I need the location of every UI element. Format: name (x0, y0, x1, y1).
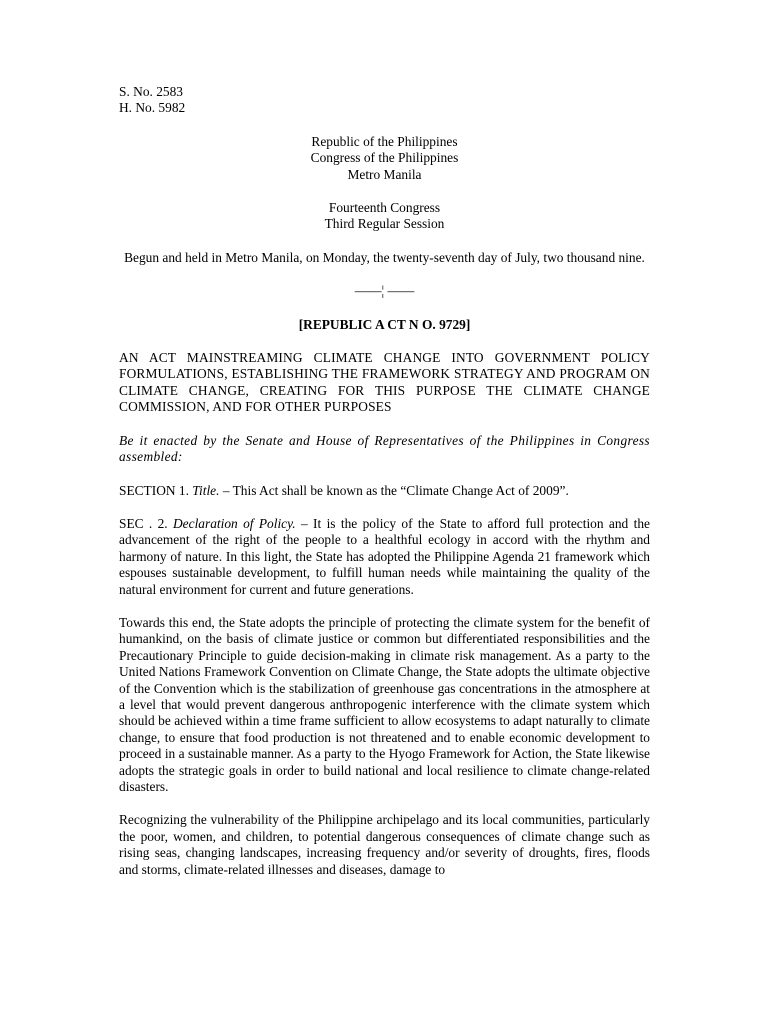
issuer-location: Metro Manila (347, 166, 422, 182)
section-1-heading: Title. (192, 482, 220, 498)
section-2 (119, 516, 650, 598)
enacting-clause: Be it enacted by the Senate and House of Representatives of the Philippines in Congress assembled: (119, 432, 650, 465)
section-2-prefix: SEC . 2. (119, 515, 168, 531)
act-title: AN ACT MAINSTREAMING CLIMATE CHANGE INTO GOVERNMENT POLICY FORMULATIONS, ESTABLISHING THE FRAMEWORK STRATEGY AND PROGRAM ON CLIMATE CHANGE, CREATING FOR THIS PURPOSE THE CLIMATE CHANGE COMMISSION, AND FOR OTHER PURPOSES (119, 350, 650, 415)
session-block (119, 200, 650, 233)
session-congress: Fourteenth Congress (328, 200, 441, 216)
act-number: [REPUBLIC A CT N O. 9729] (298, 316, 471, 332)
section-1-prefix: SECTION 1. (119, 482, 189, 498)
house-bill-number: H. No. 5982 (119, 100, 186, 116)
issuer-congress: Congress of the Philippines (310, 150, 459, 166)
section-divider: ——¦ —— (354, 283, 415, 299)
issuer-republic: Republic of the Philippines (311, 133, 458, 149)
section-1-text: – This Act shall be known as the “Climate Change Act of 2009”. (219, 482, 569, 498)
session-regular: Third Regular Session (324, 216, 445, 232)
senate-bill-number: S. No. 2583 (119, 84, 183, 99)
issuer-block (119, 134, 650, 183)
section-2-text: – It is the policy of the State to afford full protection and the advancement of the right of the people to a healthful ecology in accord with the rhythm and harmony of nature. In this light, the State has adopted the Philippine Agenda 21 framework which espouses sustainable development, to fulfill human needs while maintaining the quality of the natural environment for current and future generations. (119, 515, 650, 597)
section-2-heading: Declaration of Policy. (173, 515, 296, 531)
policy-paragraph-3: Recognizing the vulnerability of the Philippine archipelago and its local communities, particularly the poor, women, and children, to potential dangerous consequences of climate change such as rising seas, changing landscapes, increasing frequency and/or severity of droughts, fires, floods and storms, climate-related illnesses and diseases, damage to (119, 812, 650, 877)
section-1 (119, 483, 650, 499)
policy-paragraph-2: Towards this end, the State adopts the principle of protecting the climate system for the benefit of humankind, on the basis of climate justice or common but differentiated responsibilities and the Precautionary Principle to guide decision-making in climate risk management. As a party to the United Nations Framework Convention on Climate Change, the State adopts the ultimate objective of the Convention which is the stabilization of greenhouse gas concentrations in the atmosphere at a level that would prevent dangerous anthropogenic interference with the climate system which should be achieved within a time frame sufficient to allow ecosystems to adapt naturally to climate change, to ensure that food production is not threatened and to enable economic development to proceed in a sustainable manner. As a party to the Hyogo Framework for Action, the State likewise adopts the strategic goals in order to build national and local resilience to climate change-related disasters. (119, 614, 650, 794)
begun-statement: Begun and held in Metro Manila, on Monday, the twenty-seventh day of July, two thousand nine. (124, 249, 645, 265)
